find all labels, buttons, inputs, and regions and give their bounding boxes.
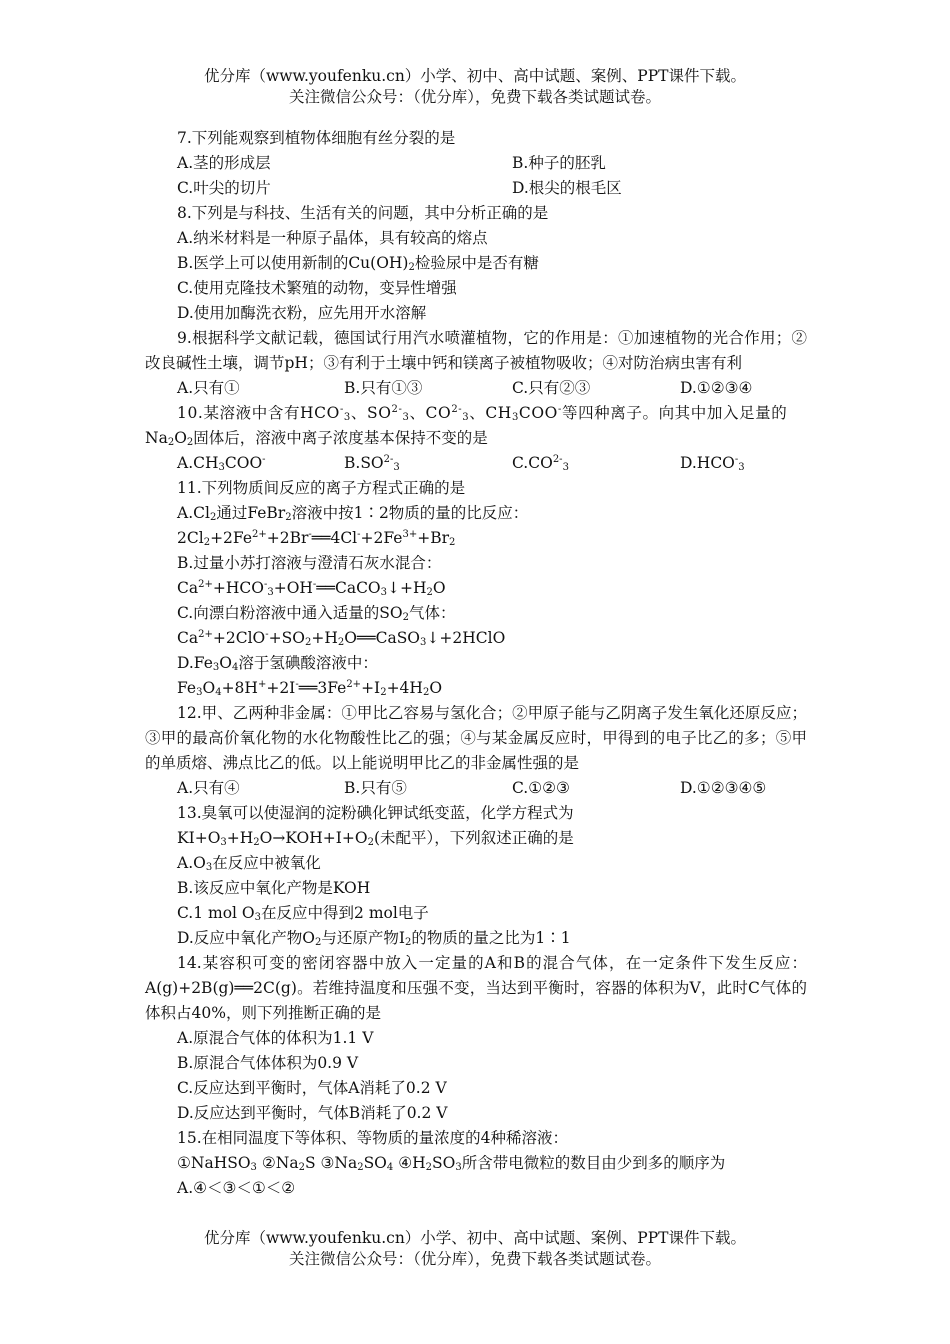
q14-option-a: A.原混合气体的体积为1.1 V [177,1029,374,1047]
q13-option-b: B.该反应中氧化产物是KOH [177,879,371,897]
q10-option-c: $C.CO^{2-}_3$ [512,454,569,473]
q11-option-b: B.过量小苏打溶液与澄清石灰水混合： [177,554,442,572]
q14-option-c: C.反应达到平衡时，气体A消耗了0.2 V [177,1079,447,1097]
q13-stem: 13.臭氧可以使湿润的淀粉碘化钾试纸变蓝，化学方程式为 [177,804,574,822]
header-line-2: 关注微信公众号：（优分库），免费下载各类试题试卷。 [288,88,661,106]
q8-option-a: A.纳米材料是一种原子晶体，具有较高的熔点 [177,229,488,247]
q7-option-a: A.茎的形成层 [177,154,271,172]
q12-option-d: D.①②③④⑤ [680,779,767,797]
q7-stem: 7.下列能观察到植物体细胞有丝分裂的是 [177,129,456,147]
q15-stem: 15.在相同温度下等体积、等物质的量浓度的4种稀溶液： [177,1129,569,1147]
q11-option-a-equation: $2Cl_2+2Fe^{2+}+2Br^-══4Cl^-+2Fe^{3+}+Br_2$ [177,529,456,548]
q13-option-c: C.1 mol $O_3$在反应中得到2 mol电子 [177,904,429,923]
q13-option-d: D.反应中氧化产物$O_2$与还原产物$I_2$的物质的量之比为1∶1 [177,929,571,948]
q12-option-a: A.只有④ [177,779,240,797]
q11-option-c: C.向漂白粉溶液中通入适量的$SO_2$气体： [177,604,456,623]
q7-options-row-1 [145,151,807,176]
q10-stem-line-2: $Na_2O_2$固体后，溶液中离子浓度基本保持不变的是 [145,429,488,448]
question-list [145,126,807,1201]
q7-option-d: D.根尖的根毛区 [512,179,622,197]
q7-options-row-2 [145,176,807,201]
q9-options [145,376,807,401]
q11-option-a: $A.Cl_2$通过FeBr$_2$溶液中按1∶2物质的量的比反应： [177,504,529,523]
q8-option-b: B.医学上可以使用新制的$Cu(OH)_2$检验尿中是否有糖 [177,254,539,273]
q9-option-c: C.只有②③ [512,379,591,397]
page-header [0,66,950,108]
q8-stem: 8.下列是与科技、生活有关的问题，其中分析正确的是 [177,204,549,222]
q12-options [145,776,807,801]
q8-option-d: D.使用加酶洗衣粉，应先用开水溶解 [177,304,427,322]
footer-line-2: 关注微信公众号：（优分库），免费下载各类试题试卷。 [288,1250,661,1268]
q9-option-b: B.只有①③ [344,379,423,397]
q12-stem: 12.甲、乙两种非金属：①甲比乙容易与氢化合；②甲原子能与乙阴离子发生氧化还原反应；③甲的最高价氧化物的水化物酸性比乙的强；④与某金属反应时，甲得到的电子比乙的多；⑤甲的单质熔、沸点比乙的低。以上能说明甲比乙的非金属性强的是 [145,704,807,772]
footer-line-1: 优分库（www.youfenku.cn）小学、初中、高中试题、案例、PPT课件下载。 [203,1229,747,1247]
q9-stem: 9.根据科学文献记载，德国试行用汽水喷灌植物，它的作用是：①加速植物的光合作用；②改良碱性土壤，调节pH；③有利于土壤中钙和镁离子被植物吸收；④对防治病虫害有利 [145,329,807,372]
q10-stem-line-1: 10.某溶液中含有$HCO^-_3$、$SO^{2-}_3$、$CO^{2-}_3$、$CH_3COO^-$等四种离子。向其中加入足量的 [177,404,788,423]
header-line-1: 优分库（www.youfenku.cn）小学、初中、高中试题、案例、PPT课件下载。 [203,67,747,85]
q10-options [145,451,807,476]
q7-option-c: C.叶尖的切片 [177,179,271,197]
q7-option-b: B.种子的胚乳 [512,154,606,172]
q13-option-a: $A.O_3$在反应中被氧化 [177,854,321,873]
q9-option-d: D.①②③④ [680,379,753,397]
q14-option-d: D.反应达到平衡时，气体B消耗了0.2 V [177,1104,448,1122]
q11-option-b-equation: $Ca^{2+}+HCO^-_3+OH^-══CaCO_3↓+H_2O$ [177,579,446,598]
q14-option-b: B.原混合气体体积为0.9 V [177,1054,359,1072]
q11-option-d: $D.Fe_3O_4$溶于氢碘酸溶液中： [177,654,378,673]
q11-stem: 11.下列物质间反应的离子方程式正确的是 [177,479,466,497]
q8-option-c: C.使用克隆技术繁殖的动物，变异性增强 [177,279,457,297]
q12-option-b: B.只有⑤ [344,779,407,797]
page-footer [0,1228,950,1270]
q9-option-a: A.只有① [177,379,240,397]
q10-option-b: $B.SO^{2-}_3$ [344,454,400,473]
q15-solutions: ①NaHSO$_3$ $②Na_2S$ $③Na_2SO_4$ $④H_2SO_3$所含带电微粒的数目由少到多的顺序为 [177,1154,726,1173]
q14-stem: 14.某容积可变的密闭容器中放入一定量的A和B的混合气体，在一定条件下发生反应：A(g)+2B(g)══2C(g)。若维持温度和压强不变，当达到平衡时，容器的体积为V，此时C气体的体积占40%，则下列推断正确的是 [145,954,807,1022]
q10-option-d: $D.HCO^-_3$ [680,454,745,473]
q15-option-a: A.④＜③＜①＜② [177,1179,296,1197]
q10-option-a: $A.CH_3COO^-$ [177,454,266,473]
q11-option-d-equation: $Fe_3O_4+8H^++2I^-══3Fe^{2+}+I_2+4H_2O$ [177,679,443,698]
q12-option-c: C.①②③ [512,779,570,797]
q13-equation: $KI+O_3+H_2O\to KOH+I+O_2$(未配平），下列叙述正确的是 [177,829,574,848]
q11-option-c-equation: $Ca^{2+}+2ClO^-+SO_2+H_2O══CaSO_3↓+2HClO$ [177,629,506,648]
